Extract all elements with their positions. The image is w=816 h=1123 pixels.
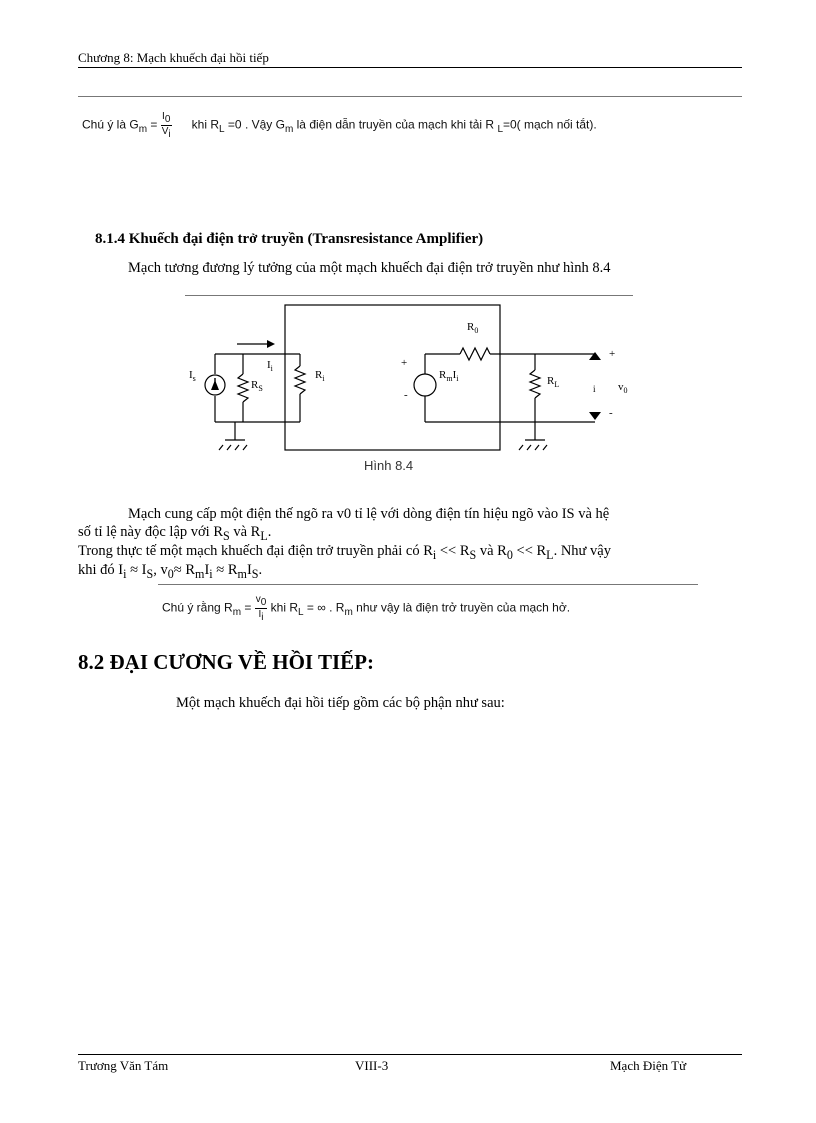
label-ii: $I_i$ xyxy=(267,359,273,373)
note-gm-mid: là điện dẫn truyền của mạch khi tải R xyxy=(296,117,495,132)
gm-frac-den-sub: i xyxy=(168,129,171,140)
note-gm-sub: m xyxy=(138,124,148,136)
section-intro-8-1-4: Mạch tương đương lý tưởng của một mạch khuếch đại điện trở truyền như hình 8.4 xyxy=(128,260,611,276)
note-gm xyxy=(82,111,597,140)
note-rm-rule xyxy=(158,584,698,585)
rm-frac-num: v xyxy=(255,594,261,605)
gm-frac-num-sub: 0 xyxy=(164,114,171,125)
resistor-r0 xyxy=(460,348,490,360)
note-gm-equals: = xyxy=(150,117,158,132)
section-heading-8-1-4: 8.1.4 Khuếch đại điện trở truyền (Transresistance Amplifier) xyxy=(95,231,484,247)
label-r0: $R_0$ xyxy=(467,321,479,335)
note-top-rule xyxy=(78,96,742,97)
ii-arrowhead xyxy=(267,340,275,348)
rm-frac-den-sub: i xyxy=(261,612,264,623)
label-rs: $R_S$ xyxy=(251,379,263,393)
note-gm-fraction xyxy=(161,111,172,140)
note-gm-mid-sub: L xyxy=(497,124,503,136)
resistor-rl xyxy=(530,370,540,398)
rm-frac-den: I xyxy=(258,609,262,620)
label-rl: $R_L$ xyxy=(547,375,560,389)
footer-rule xyxy=(78,1054,742,1055)
label-minus-left: - xyxy=(404,389,408,401)
section-intro-8-2: Một mạch khuếch đại hồi tiếp gồm các bộ phận như sau: xyxy=(176,695,505,711)
rm-frac-num-sub: 0 xyxy=(260,597,267,608)
label-rm-ii: $R_mI_i$ xyxy=(439,369,459,383)
label-plus-right: + xyxy=(609,348,616,360)
figure-top-rule xyxy=(185,295,633,296)
para2-line-b: số tỉ lệ này độc lập với $R_S$ và $R_L$. xyxy=(78,524,272,543)
label-i-small: i xyxy=(593,384,596,394)
note-gm-cond: khi R xyxy=(191,117,220,132)
note-gm-cond-rest: =0 . Vậy G xyxy=(227,117,285,132)
note-rm-equals: = xyxy=(244,600,252,615)
v0-arrow-up xyxy=(589,352,601,360)
gm-frac-den: V xyxy=(161,126,169,137)
section-heading-8-2: 8.2 ĐẠI CƯƠNG VỀ HỒI TIẾP: xyxy=(78,650,374,674)
dependent-voltage-source xyxy=(414,374,436,396)
circuit-diagram-8-4 xyxy=(175,300,645,460)
note-gm-vg-sub: m xyxy=(284,124,294,136)
label-is: $I_s$ xyxy=(189,369,196,383)
label-plus-left: + xyxy=(401,357,408,369)
resistor-ri xyxy=(295,366,305,394)
note-gm-tail: =0( mạch nối tắt). xyxy=(503,117,597,132)
footer-page-number: VIII-3 xyxy=(355,1058,389,1073)
note-rm-prefix: Chú ý rằng R xyxy=(162,600,233,615)
note-rm-cond-rest: = ∞ . R xyxy=(306,600,345,615)
note-rm-cond-sub: L xyxy=(298,607,304,619)
header-rule xyxy=(78,67,742,68)
note-rm xyxy=(162,594,570,623)
note-gm-cond-sub: L xyxy=(219,124,225,136)
para2-line-d: khi đó $I_i \approx I_S$, $v_0\approx R_mI_i \approx R_mI_S$. xyxy=(78,562,263,581)
page-header-title: Chương 8: Mạch khuếch đại hồi tiếp xyxy=(78,50,269,65)
label-v0: $v_0$ xyxy=(618,381,628,395)
para2-line-a: Mạch cung cấp một điện thế ngõ ra v0 tỉ lệ với dòng điện tín hiệu ngõ vào IS và hệ xyxy=(128,506,610,522)
note-rm-tail: như vậy là điện trở truyền của mạch hở. xyxy=(356,600,571,615)
gm-frac-num: I xyxy=(162,111,165,122)
figure-caption: Hình 8.4 xyxy=(364,458,414,473)
footer-author: Trương Văn Tám xyxy=(78,1058,169,1073)
note-rm-sub: m xyxy=(232,607,242,619)
label-minus-right: - xyxy=(609,407,613,419)
v0-arrow-down xyxy=(589,412,601,420)
note-rm-cond: khi R xyxy=(270,600,298,615)
note-rm-fraction xyxy=(255,594,268,623)
resistor-rs xyxy=(238,374,248,402)
note-rm-rm2-sub: m xyxy=(344,607,353,619)
footer-subject: Mạch Điện Tử xyxy=(610,1058,687,1073)
para2-line-c: Trong thực tế một mạch khuếch đại điện trở truyền phải có $R_i << R_S$ và $R_0 << R_L$. Như vậy xyxy=(78,543,611,562)
label-ri: $R_i$ xyxy=(315,369,325,383)
note-gm-prefix: Chú ý là G xyxy=(82,117,139,132)
